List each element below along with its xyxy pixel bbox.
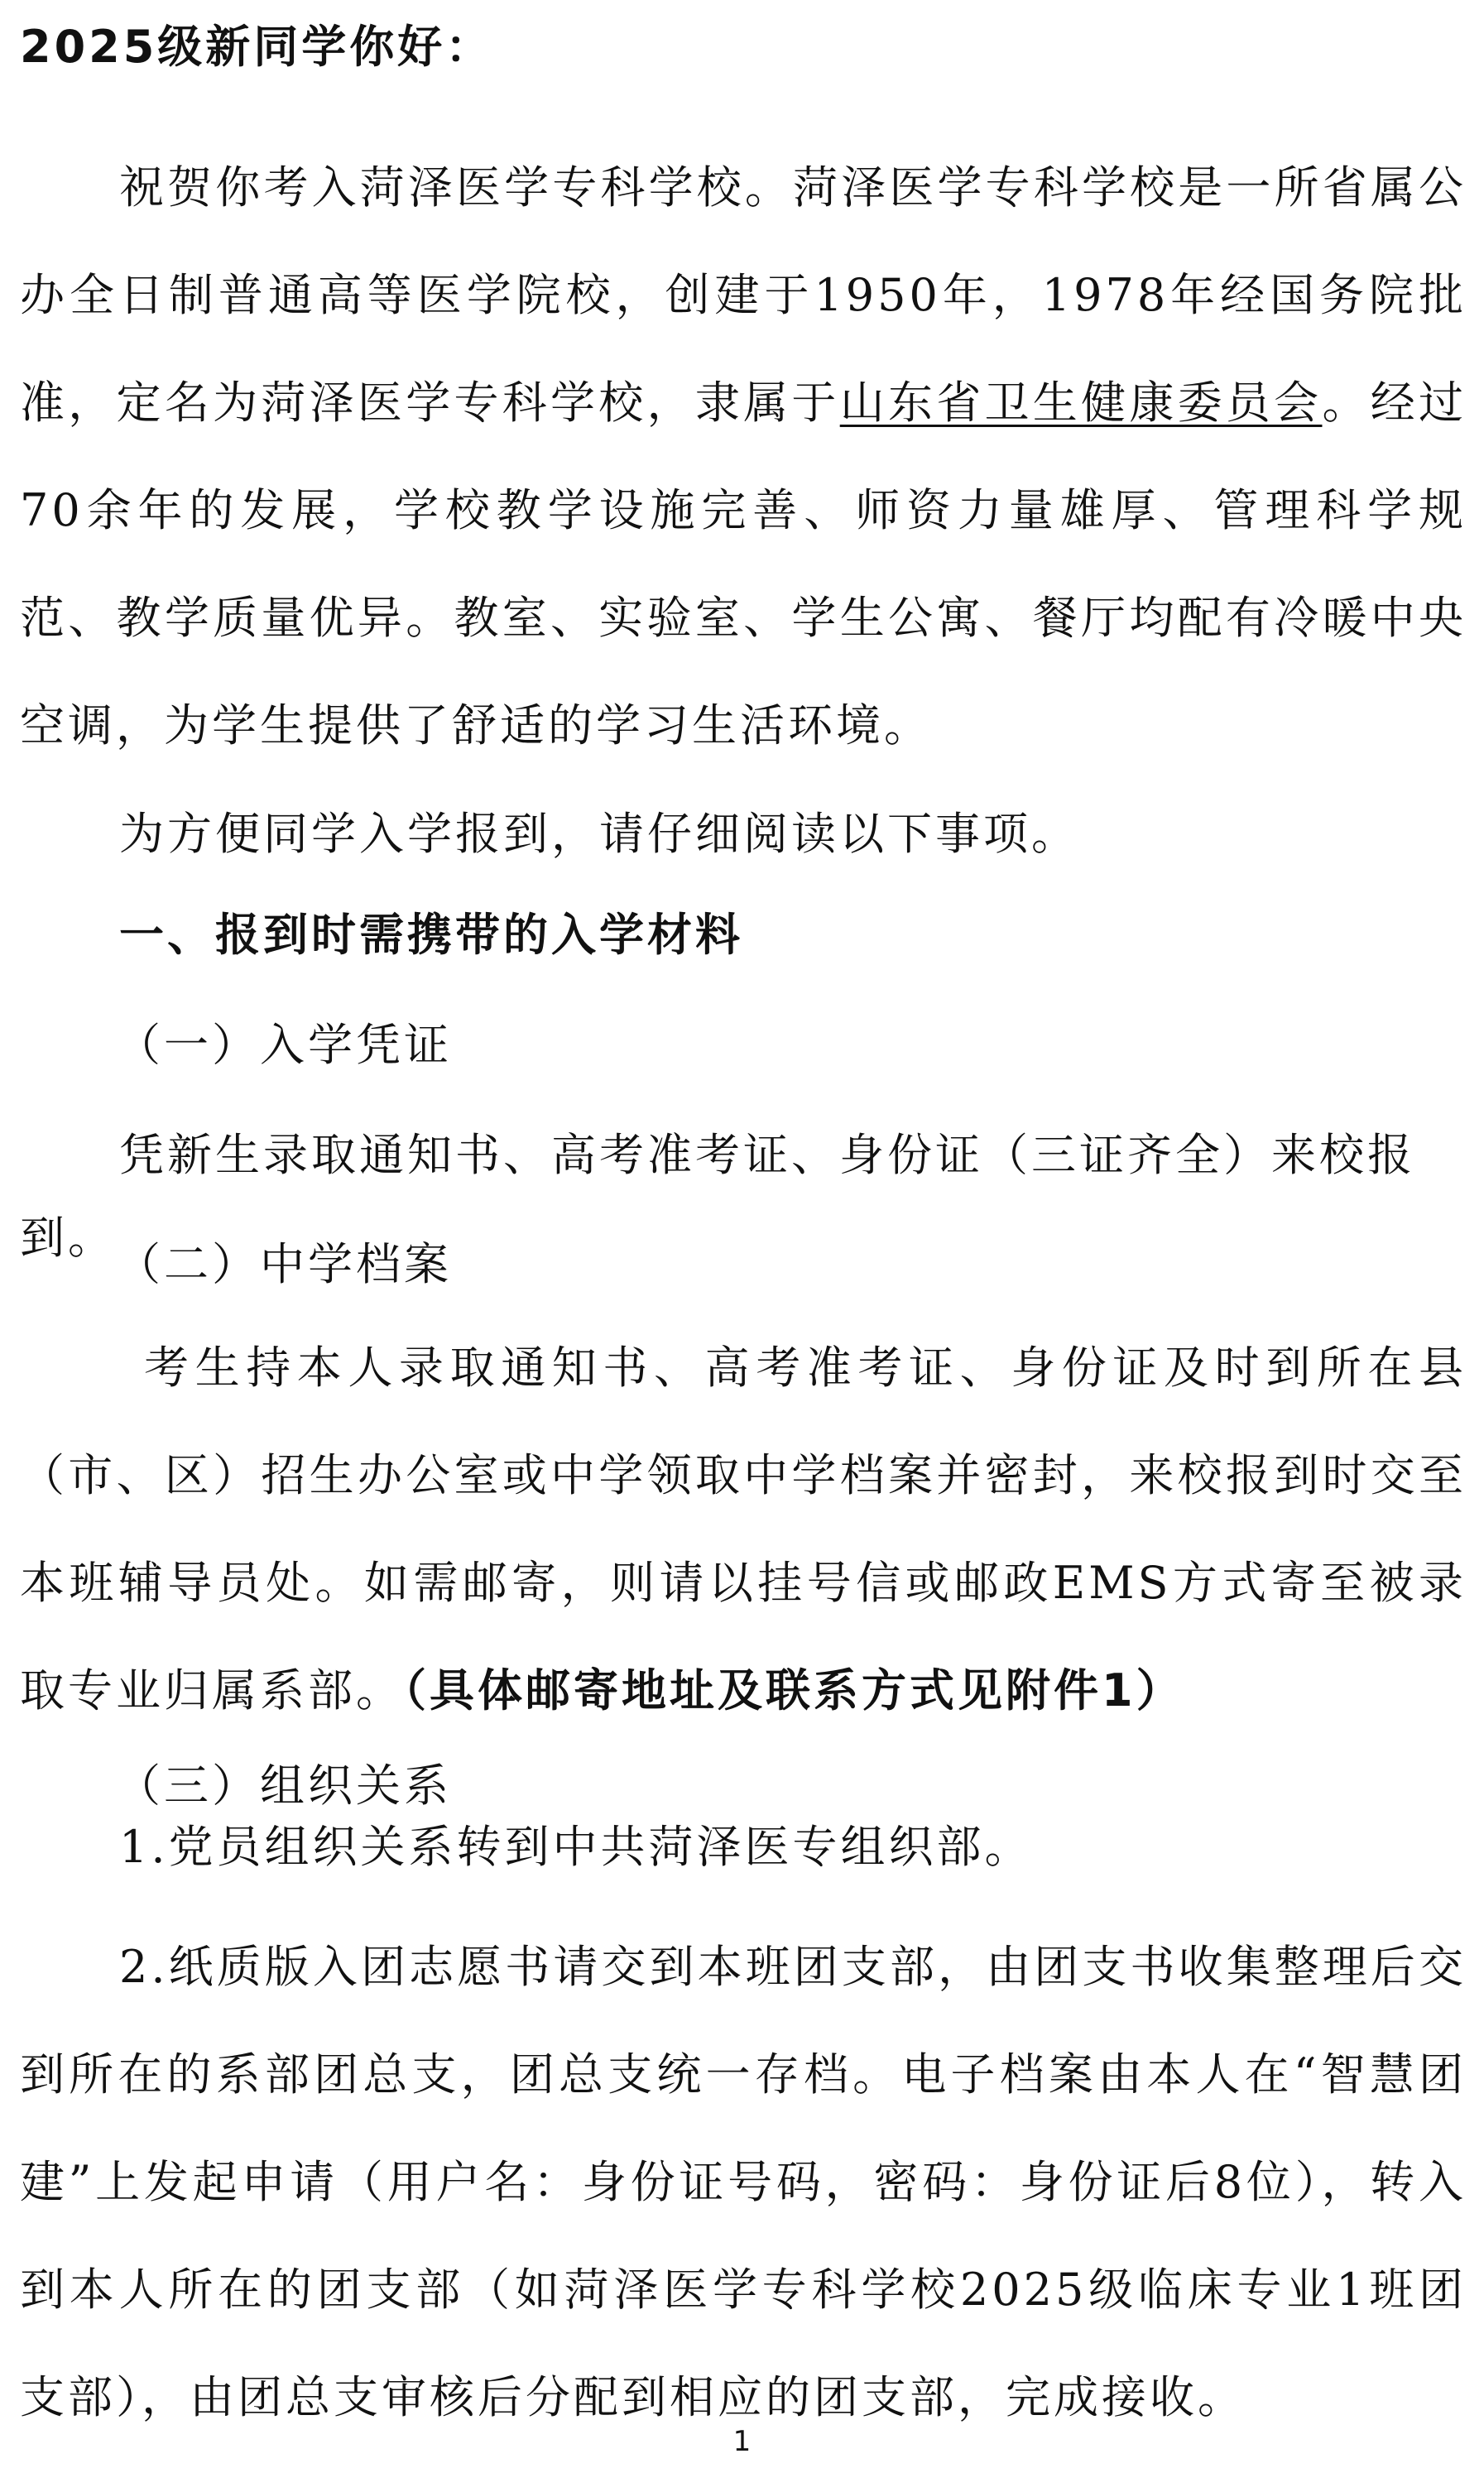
- section-heading: 一、报到时需携带的入学材料: [119, 909, 743, 961]
- league-member-item: 2.纸质版入团志愿书请交到本班团支部，由团支书收集整理后交到所在的系部团总支，团总支统一存档。电子档案由本人在“智慧团建”上发起申请（用户名：身份证号码，密码：身份证后8位），转入到本人所在的团支部（如菏泽医学专科学校2025级临床专业1班团支部），由团总支审核后分配到相应的团支部，完成接收。: [20, 1941, 1467, 2423]
- subheading-admission-credentials: （一）入学凭证: [116, 1019, 452, 1071]
- school-records-text: [20, 1314, 1467, 1745]
- intro-paragraph: [20, 134, 1467, 780]
- mailing-address-note: （具体邮寄地址及联系方式见附件1）: [404, 1664, 1184, 1717]
- notice-paragraph: 为方便同学入学报到，请仔细阅读以下事项。: [119, 808, 1079, 860]
- school-records-body: 考生持本人录取通知书、高考准考证、身份证及时到所在县（市、区）招生办公室或中学领取中学档案并密封，来校报到时交至本班辅导员处。如需邮寄，则请以挂号信或邮政EMS方式寄至被录取专业归属系部。: [20, 1342, 1467, 1717]
- intro-text-2: 。经过70余年的发展，学校教学设施完善、师资力量雄厚、管理科学规范、教学质量优异。教室、实验室、学生公寓、餐厅均配有冷暖中央空调，为学生提供了舒适的学习生活环境。: [20, 377, 1467, 751]
- admission-credentials-text: 凭新生录取通知书、高考准考证、身份证（三证齐全）来校报到。: [20, 1129, 1415, 1264]
- salutation: 2025级新同学你好：: [20, 21, 494, 73]
- subheading-organization: （三）组织关系: [116, 1760, 452, 1812]
- subheading-school-records: （二）中学档案: [116, 1238, 452, 1290]
- page-number: 1: [732, 2425, 752, 2458]
- party-member-item: 1.党员组织关系转到中共菏泽医专组织部。: [119, 1821, 1033, 1873]
- commission-link[interactable]: 山东省卫生健康委员会: [839, 377, 1323, 429]
- intro-text-1: 祝贺你考入菏泽医学专科学校。菏泽医学专科学校是一所省属公办全日制普通高等医学院校，创建于1950年，1978年经国务院批准，定名为菏泽医学专科学校，隶属于: [20, 161, 1467, 429]
